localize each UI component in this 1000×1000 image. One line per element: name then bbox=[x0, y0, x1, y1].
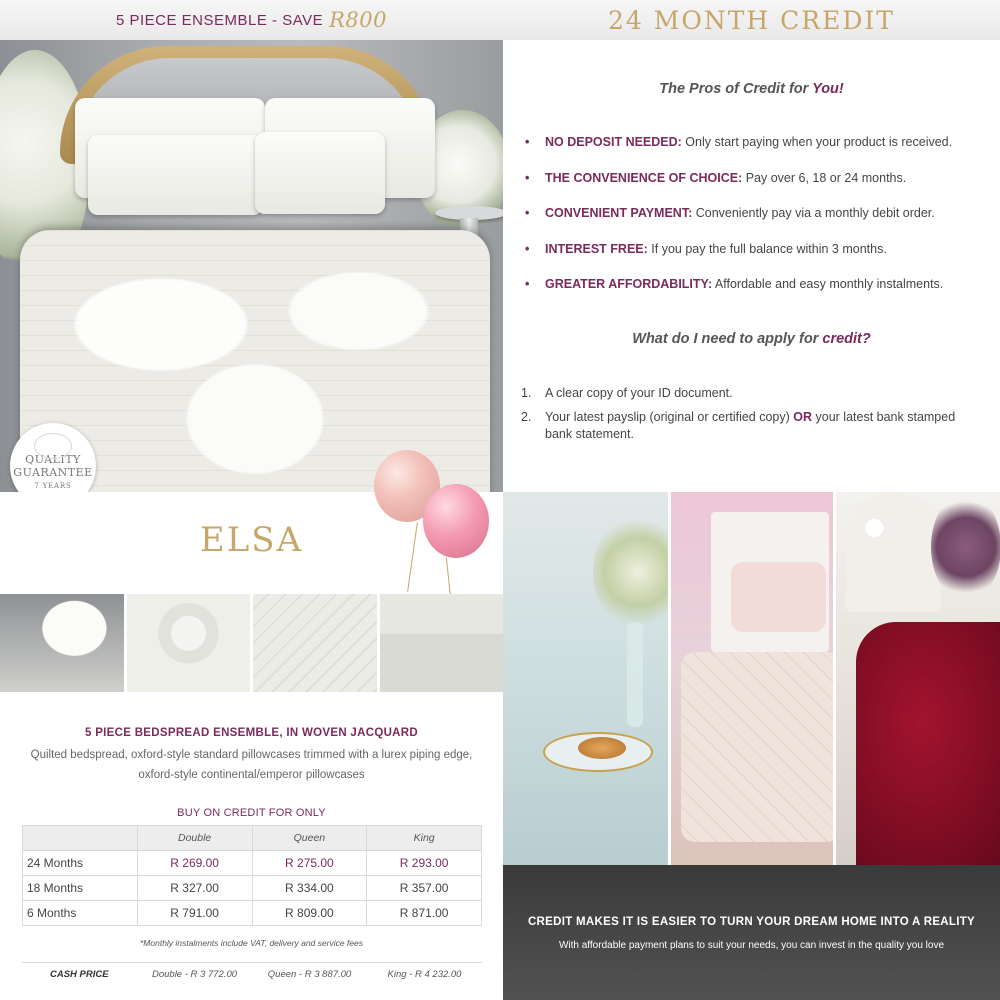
pros-heading-accent: You! bbox=[812, 81, 844, 97]
hero-bed-photo bbox=[0, 40, 503, 492]
glass-vase bbox=[627, 622, 643, 727]
tufted-chair bbox=[846, 492, 941, 612]
bullet-icon: • bbox=[525, 135, 530, 149]
product-description bbox=[10, 745, 493, 785]
cash-price-king: King - R 4 232.00 bbox=[387, 969, 462, 980]
badge-ring-icon bbox=[34, 433, 72, 459]
table-row bbox=[23, 876, 482, 901]
balloon-pink bbox=[423, 484, 489, 558]
cash-price-queen: Queen - R 3 887.00 bbox=[267, 969, 352, 980]
badge-line-3: 7 YEARS bbox=[34, 481, 72, 490]
column-header: Queen bbox=[252, 826, 367, 851]
header-bar bbox=[0, 0, 1000, 40]
list-item bbox=[523, 206, 993, 242]
price-king: R 871.00 bbox=[367, 901, 482, 926]
price-queen: R 334.00 bbox=[252, 876, 367, 901]
list-item bbox=[521, 409, 981, 443]
balloon-string bbox=[407, 522, 418, 591]
apply-heading bbox=[503, 331, 1000, 347]
instalment-footnote: *Monthly instalments include VAT, delivery and service fees bbox=[139, 938, 363, 948]
requirements-list bbox=[521, 385, 981, 450]
pros-term: CONVENIENT PAYMENT: bbox=[545, 206, 693, 220]
bullet-icon: • bbox=[525, 241, 530, 256]
pros-text: Affordable and easy monthly instalments. bbox=[712, 277, 944, 291]
price-double: R 269.00 bbox=[137, 851, 252, 876]
pros-text: If you pay the full balance within 3 months. bbox=[647, 241, 887, 256]
description-line-2: oxford-style continental/emperor pillowcases bbox=[138, 769, 365, 781]
heart-pillow bbox=[731, 562, 826, 632]
row-label: 18 Months bbox=[23, 876, 138, 901]
price-queen: R 275.00 bbox=[252, 851, 367, 876]
description-line-1: Quilted bedspread, oxford-style standard pillowcases trimmed with a lurex piping edge, bbox=[30, 749, 473, 761]
list-item bbox=[523, 277, 993, 313]
thumbnail-pillowcase bbox=[380, 594, 504, 692]
pros-term: NO DEPOSIT NEEDED: bbox=[545, 135, 682, 149]
pampas-plume bbox=[931, 492, 1000, 602]
promo-text: 5 PIECE ENSEMBLE - SAVE bbox=[115, 11, 324, 29]
column-header: King bbox=[367, 826, 482, 851]
credit-info-panel bbox=[503, 40, 1000, 492]
pillow-front-left bbox=[88, 135, 263, 215]
pros-heading-text: The Pros of Credit for bbox=[659, 81, 809, 97]
thumbnail-strip bbox=[0, 594, 503, 692]
pros-term: INTEREST FREE: bbox=[545, 241, 648, 256]
price-double: R 327.00 bbox=[137, 876, 252, 901]
list-item bbox=[523, 171, 993, 207]
bullet-icon: • bbox=[525, 277, 530, 291]
slogan-banner bbox=[503, 865, 1000, 1000]
bullet-icon: • bbox=[525, 206, 530, 220]
column-header bbox=[23, 826, 138, 851]
thumbnail-quilting bbox=[253, 594, 377, 692]
pros-list bbox=[523, 135, 993, 313]
pros-term: GREATER AFFORDABILITY: bbox=[545, 277, 713, 291]
lifestyle-photo-breakfast bbox=[503, 492, 668, 865]
bullet-icon: • bbox=[525, 170, 530, 185]
requirement-text: A clear copy of your ID document. bbox=[545, 386, 733, 400]
buy-on-credit-label: BUY ON CREDIT FOR ONLY bbox=[177, 807, 326, 819]
table-row bbox=[23, 851, 482, 876]
list-item bbox=[523, 135, 993, 171]
pillow-front-right bbox=[255, 132, 385, 214]
product-name: ELSA bbox=[199, 520, 304, 560]
apply-heading-accent: credit? bbox=[822, 331, 871, 347]
pros-text: Only start paying when your product is received. bbox=[681, 135, 953, 149]
credit-title: 24 MONTH CREDIT bbox=[608, 5, 895, 35]
list-item bbox=[523, 242, 993, 278]
thumbnail-jacquard bbox=[127, 594, 251, 692]
row-label: 24 Months bbox=[23, 851, 138, 876]
promo-banner bbox=[0, 0, 503, 40]
apply-heading-text: What do I need to apply for bbox=[632, 331, 819, 347]
requirement-text: Your latest payslip (original or certified copy) bbox=[545, 410, 794, 424]
table-row bbox=[23, 901, 482, 926]
product-panel bbox=[0, 492, 503, 1000]
badge-line-1: QUALITY bbox=[25, 452, 81, 466]
table-header-row bbox=[23, 826, 482, 851]
badge-line-2: GUARANTEE bbox=[13, 465, 93, 479]
pros-term: THE CONVENIENCE OF CHOICE: bbox=[545, 170, 743, 185]
price-table bbox=[22, 825, 482, 926]
lifestyle-photo-pink-bedroom bbox=[671, 492, 833, 865]
price-queen: R 809.00 bbox=[252, 901, 367, 926]
pros-text: Conveniently pay via a monthly debit order. bbox=[692, 206, 935, 220]
product-title: 5 PIECE BEDSPREAD ENSEMBLE, IN WOVEN JACQUARD bbox=[85, 727, 418, 739]
balloon-string bbox=[446, 558, 451, 598]
thumbnail-pillows bbox=[0, 594, 124, 692]
list-number: 1. bbox=[521, 386, 532, 400]
cash-price-label: CASH PRICE bbox=[50, 969, 109, 980]
lifestyle-photo-velvet-throw bbox=[836, 492, 1000, 865]
croissant bbox=[578, 737, 626, 759]
promo-amount: R800 bbox=[329, 8, 388, 32]
slogan-headline: CREDIT MAKES IT IS EASIER TO TURN YOUR DREAM HOME INTO A REALITY bbox=[527, 916, 976, 928]
price-double: R 791.00 bbox=[137, 901, 252, 926]
cash-price-row bbox=[22, 962, 482, 986]
requirement-or: OR bbox=[793, 410, 813, 424]
cash-price-double: Double - R 3 772.00 bbox=[151, 969, 238, 980]
quilted-coverlet bbox=[681, 652, 833, 842]
list-item bbox=[521, 385, 981, 402]
price-king: R 357.00 bbox=[367, 876, 482, 901]
burgundy-throw bbox=[856, 622, 1000, 865]
dried-flowers bbox=[593, 512, 668, 632]
requirement-text: your latest bank stamped bank statement. bbox=[545, 410, 956, 441]
row-label: 6 Months bbox=[23, 901, 138, 926]
price-king: R 293.00 bbox=[367, 851, 482, 876]
pros-text: Pay over 6, 18 or 24 months. bbox=[742, 170, 907, 185]
slogan-subline: With affordable payment plans to suit your needs, you can invest in the quality you love bbox=[558, 940, 945, 951]
list-number: 2. bbox=[521, 410, 532, 424]
pros-heading bbox=[503, 81, 1000, 97]
column-header: Double bbox=[137, 826, 252, 851]
